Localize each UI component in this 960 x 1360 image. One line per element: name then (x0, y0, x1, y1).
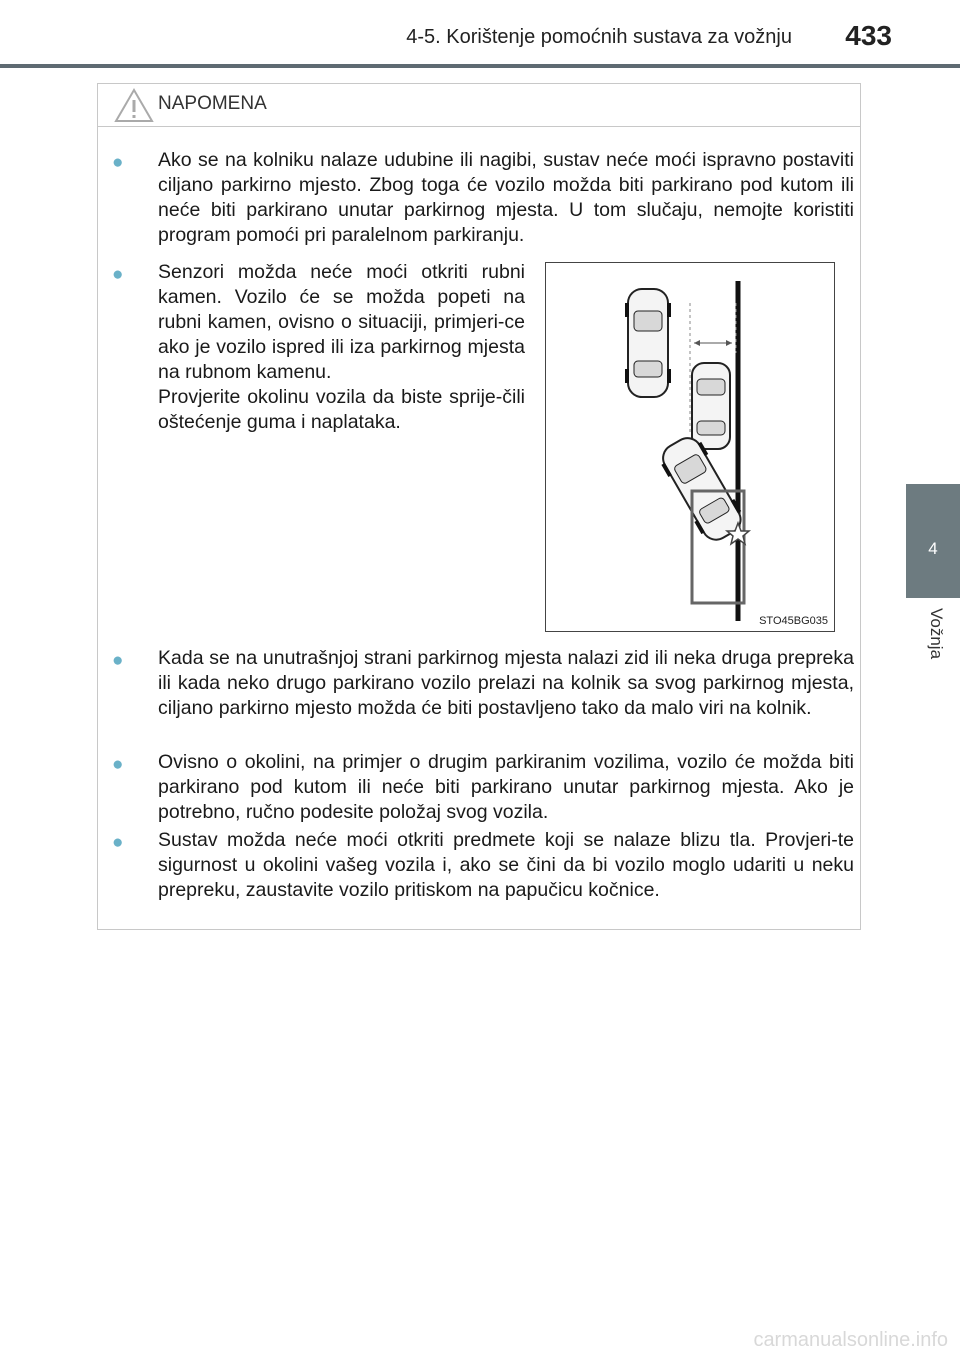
note-item-text: Ovisno o okolini, na primjer o drugim parkiranim vozilima, vozilo će možda biti parkirano pod kutom ili neće biti parkirano unutar parkirnog mjesta. Ako je potrebno, ručno podesite položaj svog vozila. (158, 751, 854, 823)
car-icon (625, 289, 671, 397)
page-number: 433 (845, 20, 892, 51)
note-item (112, 750, 854, 825)
watermark: carmanualsonline.info (753, 1329, 948, 1351)
bullet-icon: ● (112, 264, 124, 285)
chapter-number: 4 (928, 539, 938, 558)
parking-illustration (546, 263, 834, 631)
chapter-tab (906, 484, 960, 598)
figure-code: STO45BG035 (759, 615, 828, 627)
section-title: 4-5. Korištenje pomoćnih sustava za vožnju (406, 26, 792, 48)
note-header (98, 84, 860, 127)
note-item (112, 148, 854, 248)
note-item-text: Kada se na unutrašnjoj strani parkirnog mjesta nalazi zid ili neka druga prepreka ili kada neko drugo parkirano vozilo prelazi na kolnik sa svog parkirnog mjesta, ciljano parkirno mjesto možda će biti postavljeno tako da malo viri na kolnik. (158, 647, 854, 719)
bullet-icon: ● (112, 650, 124, 671)
header-rule (0, 64, 960, 68)
bullet-icon: ● (112, 152, 124, 173)
note-item (112, 260, 525, 435)
note-item-text: Senzori možda neće moći otkriti rubni kamen. Vozilo će se možda popeti na rubni kamen, ovisno o situaciji, primjeri-ce ako je vozilo ispred ili iza parkirnog mjesta na rubnom kamenu. (158, 261, 525, 383)
bullet-icon: ● (112, 754, 124, 775)
chapter-label: Vožnja (927, 608, 946, 660)
car-icon (655, 432, 748, 547)
note-item-text: Ako se na kolniku nalaze udubine ili nagibi, sustav neće moći ispravno postaviti ciljano parkirno mjesto. Zbog toga će vozilo možda biti parkirano pod kutom ili neće biti parkirano unutar parkirnog mjesta. U tom slučaju, nemojte koristiti program pomoći pri paralelnom parkiranju. (158, 149, 854, 246)
note-item (112, 646, 854, 721)
bullet-icon: ● (112, 832, 124, 853)
note-title: NAPOMENA (158, 93, 267, 114)
car-icon (692, 363, 730, 449)
note-item (112, 828, 854, 903)
parking-figure (545, 262, 835, 632)
note-item-text: Sustav možda neće moći otkriti predmete koji se nalaze blizu tla. Provjeri-te sigurnost u okolini vašeg vozila i, ako se čini da bi vozilo moglo udariti u neku prepreku, zaustavite vozilo pritiskom na papučicu kočnice. (158, 829, 854, 901)
warning-triangle-icon (114, 88, 154, 124)
note-item-subtext: Provjerite okolinu vozila da biste sprije-čili oštećenje guma i naplataka. (158, 386, 525, 433)
